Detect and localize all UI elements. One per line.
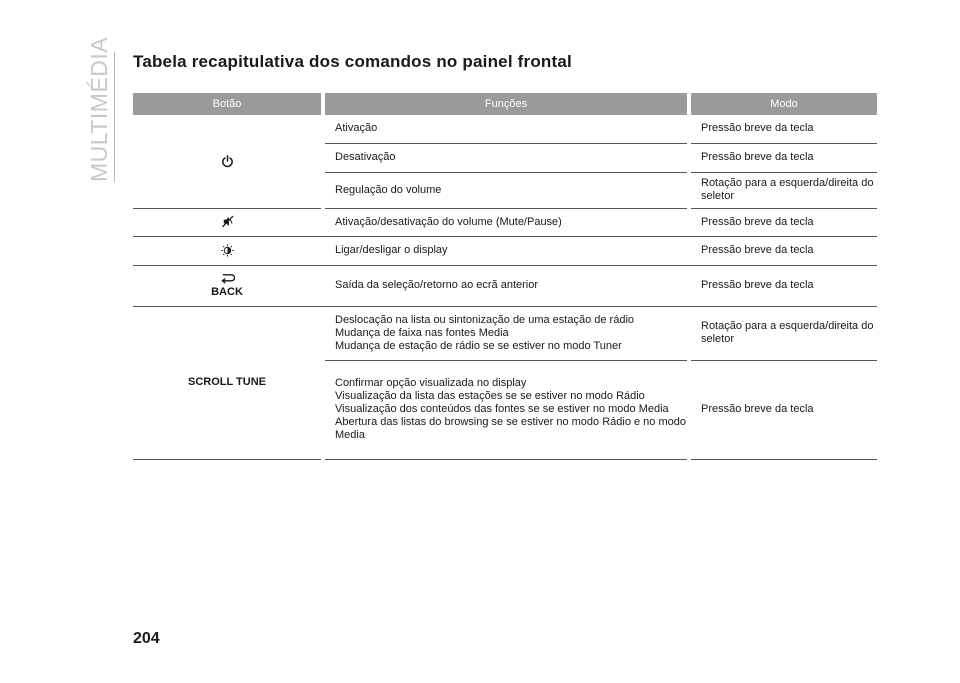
power-button-cell [133,115,321,208]
mode-cell: Pressão breve da tecla [691,236,877,265]
side-tab-label: MULTIMÉDIA [86,36,112,182]
table-row [133,208,877,236]
function-cell: Ativação/desativação do volume (Mute/Pause) [325,208,687,236]
function-cell: Ativação [325,115,687,143]
function-line: Visualização da lista das estações se se estiver no modo Rádio [335,390,645,402]
function-line: Visualização dos conteúdos das fontes se se estiver no modo Media [335,403,669,415]
function-line: Deslocação na lista ou sintonização de uma estação de rádio [335,313,635,326]
page-title: Tabela recapitulativa dos comandos no painel frontal [133,52,572,71]
table-row [133,236,877,265]
function-line: Confirmar opção visualizada no display [335,377,527,389]
function-line: Mudança de faixa nas fontes Media [335,326,509,339]
power-icon [221,155,234,168]
back-arrow-icon [220,273,235,284]
table-row [133,115,877,143]
mode-cell: Rotação para a esquerda/direita do seletor [691,306,877,360]
mode-cell: Pressão breve da tecla [691,265,877,306]
function-cell: Desativação [325,143,687,172]
function-cell: Saída da seleção/retorno ao ecrã anterior [325,265,687,306]
function-line: Mudança de estação de rádio se se estiver no modo Tuner [335,339,622,352]
side-divider [114,52,115,182]
scroll-tune-label: SCROLL TUNE [187,376,267,388]
back-button-cell [133,265,321,306]
header-button: Botão [133,93,321,115]
mute-button-cell [133,208,321,236]
header-mode: Modo [691,93,877,115]
function-cell: Regulação do volume [325,172,687,208]
header-functions: Funções [325,93,687,115]
mode-cell: Pressão breve da tecla [691,115,877,143]
table-header-row [133,93,877,115]
mode-cell: Pressão breve da tecla [691,143,877,172]
mode-cell: Pressão breve da tecla [691,360,877,459]
function-cell: Ligar/desligar o display [325,236,687,265]
display-button-cell [133,236,321,265]
commands-table [133,93,877,460]
scroll-tune-cell [133,306,321,459]
function-line: Abertura das listas do browsing se se estiver no modo Rádio e no modo Media [335,416,686,441]
page-number: 204 [133,630,160,647]
mode-cell: Pressão breve da tecla [691,208,877,236]
side-tab [84,36,114,182]
back-label: BACK [211,286,243,298]
function-cell [325,306,687,360]
display-icon [221,244,234,257]
table-row [133,265,877,306]
function-cell [325,360,687,459]
mute-icon [221,215,234,228]
table-row [133,306,877,360]
mode-cell: Rotação para a esquerda/direita do seletor [691,172,877,208]
